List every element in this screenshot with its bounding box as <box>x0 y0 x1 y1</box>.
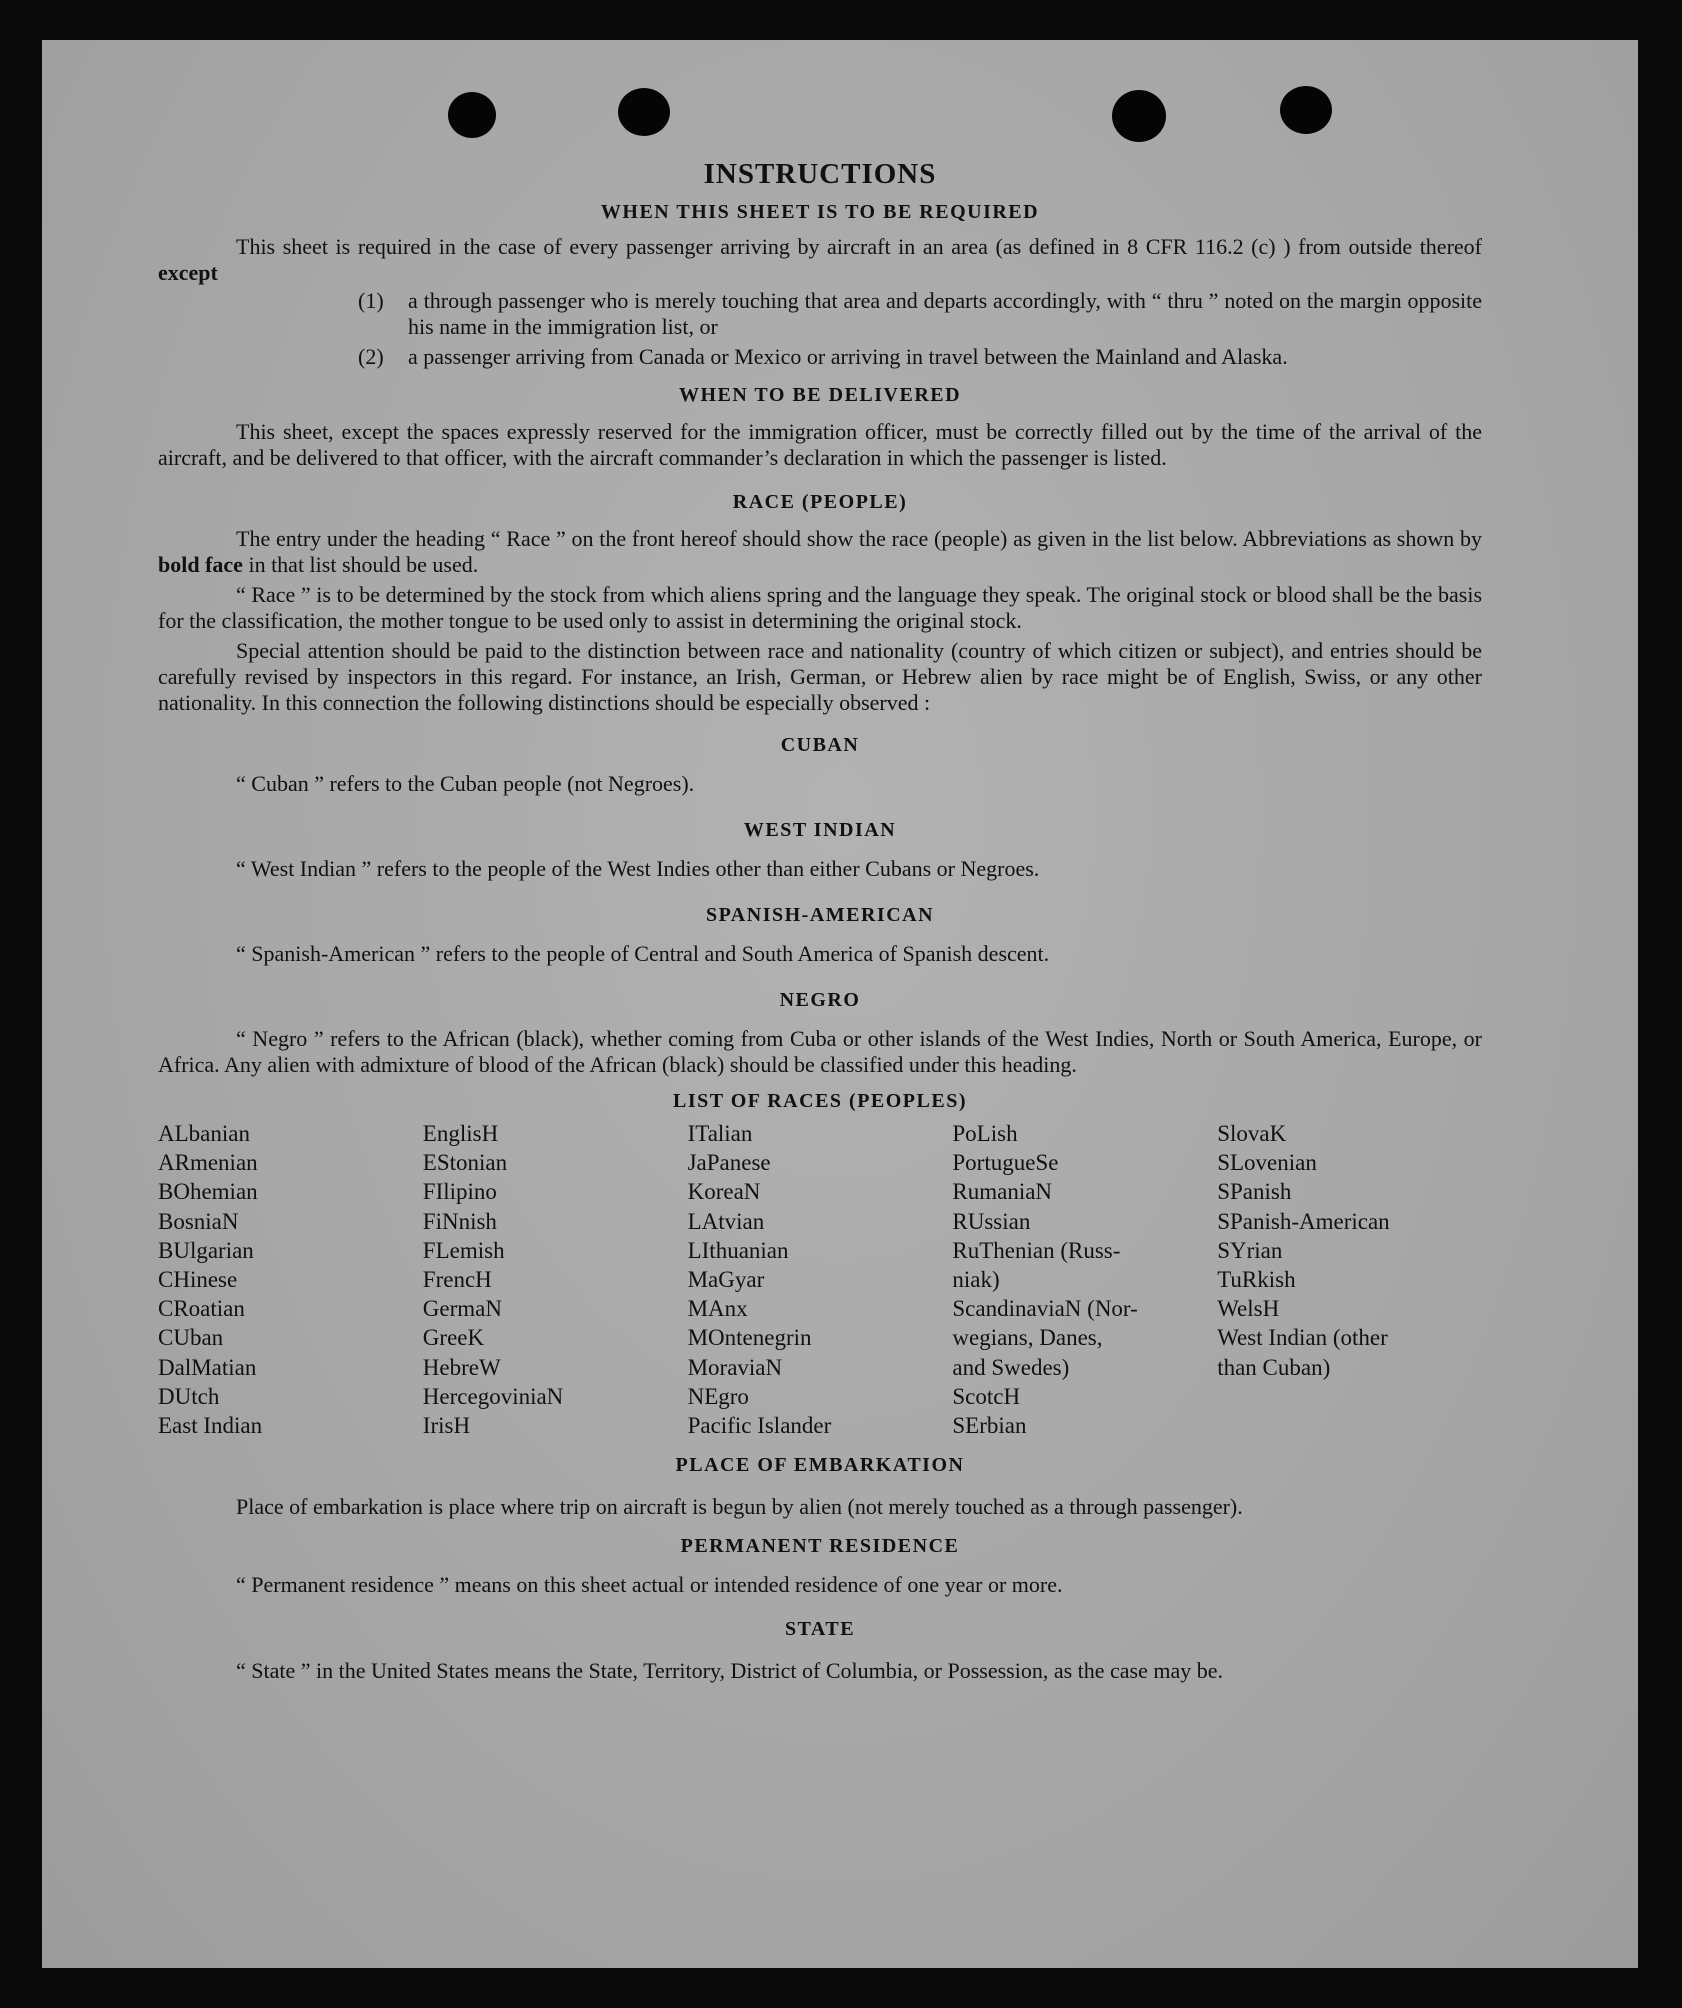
section-heading: WHEN TO BE DELIVERED <box>678 384 962 406</box>
race-entry: EStonian <box>422 1150 508 1176</box>
race-entry: ScotcH <box>952 1383 1021 1409</box>
race-entry: LAtvian <box>687 1208 765 1234</box>
paragraph: “ Race ” is to be determined by the stock from which aliens spring and the language they speak. The original stock or blood shall be the basis for the classification, the mother tongue to be used only to assist in determining the original stock. <box>158 582 1482 633</box>
race-entry: HebreW <box>422 1354 501 1380</box>
race-entry: RUssian <box>952 1208 1031 1234</box>
punch-hole <box>448 92 496 138</box>
paragraph: This sheet, except the spaces expressly reserved for the immigration officer, must be correctly filled out by the time of the arrival of the aircraft, and be delivered to that officer, with the aircraft commander’s declaration in which the passenger is listed. <box>158 419 1482 470</box>
race-entry: FiNnish <box>422 1208 497 1234</box>
race-entry: BosniaN <box>158 1208 239 1234</box>
race-entry: ARmenian <box>158 1150 258 1176</box>
race-entry: WelsH <box>1217 1296 1280 1322</box>
list-item <box>158 288 1482 340</box>
section-heading: NEGRO <box>779 989 861 1011</box>
section-heading: PERMANENT RESIDENCE <box>680 1535 960 1558</box>
page-title: INSTRUCTIONS <box>703 158 937 190</box>
race-entry: RuThenian (Russ- niak) <box>952 1237 1121 1293</box>
item-number: (2) <box>358 344 384 369</box>
race-entry: FLemish <box>422 1237 505 1263</box>
paragraph-text: The entry under the heading “ Race ” on the front hereof should show the race (people) as given in the list below. Abbreviations as shown by <box>236 526 1482 551</box>
paragraph-text: in that list should be used. <box>248 552 479 577</box>
item-number: (1) <box>358 288 384 313</box>
race-column <box>688 1119 953 1440</box>
race-column <box>952 1119 1217 1440</box>
race-list <box>158 1119 1482 1440</box>
race-entry: Pacific Islander <box>687 1413 832 1439</box>
race-entry: FIlipino <box>422 1179 497 1205</box>
race-entry: CRoatian <box>158 1296 245 1322</box>
race-column <box>158 1119 423 1440</box>
race-entry: EnglisH <box>422 1121 499 1146</box>
race-entry: LIthuanian <box>687 1237 789 1263</box>
race-entry: SPanish <box>1217 1179 1292 1205</box>
race-entry: ALbanian <box>158 1121 250 1146</box>
race-entry: KoreaN <box>687 1179 761 1205</box>
punch-hole <box>618 88 670 136</box>
race-entry: West Indian (other than Cuban) <box>1217 1325 1388 1380</box>
race-entry: BUlgarian <box>158 1237 254 1263</box>
item-text: a through passenger who is merely touching that area and departs accordingly, with “ thru ” noted on the margin opposite his name in the immigration list, or <box>408 288 1482 339</box>
paragraph: Special attention should be paid to the distinction between race and nationality (country of which citizen or subject), and entries should be carefully revised by inspectors in this regard. For instance, an Irish, German, or Hebrew alien by race might be of English, Swiss, or any other nationality. In this connection the following distinctions should be especially observed : <box>158 638 1482 715</box>
race-entry: IrisH <box>422 1413 471 1439</box>
race-entry: HercegoviniaN <box>422 1383 564 1409</box>
section-heading: SPANISH-AMERICAN <box>705 904 935 926</box>
race-entry: DalMatian <box>158 1354 257 1380</box>
race-entry: MOntenegrin <box>687 1325 812 1351</box>
race-entry: MaGyar <box>687 1267 765 1293</box>
paragraph-bold-text: bold face <box>158 552 243 577</box>
paragraph: “ State ” in the United States means the State, Territory, District of Columbia, or Possession, as the case may be. <box>236 1658 1224 1684</box>
section-heading: WEST INDIAN <box>743 819 897 841</box>
race-entry: NEgro <box>687 1383 749 1409</box>
race-column <box>1217 1119 1482 1440</box>
race-entry: SYrian <box>1217 1237 1283 1263</box>
race-entry: TuRkish <box>1217 1267 1296 1293</box>
list-item <box>158 344 1482 370</box>
race-entry: SLovenian <box>1217 1150 1317 1176</box>
race-entry: GreeK <box>422 1325 485 1351</box>
race-column <box>423 1119 688 1440</box>
paragraph <box>158 526 1482 578</box>
race-entry: PortugueSe <box>952 1150 1059 1176</box>
race-entry: DUtch <box>158 1383 220 1409</box>
race-entry: CUban <box>158 1325 224 1351</box>
instructions-text <box>158 158 1482 1687</box>
punch-hole <box>1112 90 1166 142</box>
race-entry: FrencH <box>422 1267 492 1293</box>
paragraph: “ Negro ” refers to the African (black), whether coming from Cuba or other islands of the West Indies, North or South America, Europe, or Africa. Any alien with admixture of blood of the African (black) should be classified under this heading. <box>158 1026 1482 1077</box>
paragraph: Place of embarkation is place where trip on aircraft is begun by alien (not merely touched as a through passenger). <box>236 1494 1243 1520</box>
paragraph: “ Permanent residence ” means on this sheet actual or intended residence of one year or more. <box>236 1572 1063 1598</box>
section-heading: RACE (PEOPLE) <box>732 491 908 513</box>
race-entry: RumaniaN <box>952 1179 1053 1205</box>
section-heading: PLACE OF EMBARKATION <box>675 1454 965 1477</box>
punch-hole <box>1280 86 1332 134</box>
race-entry: MAnx <box>687 1296 748 1322</box>
section-heading: CUBAN <box>780 734 860 756</box>
race-entry: PoLish <box>952 1121 1018 1146</box>
race-entry: MoraviaN <box>687 1354 783 1380</box>
paragraph-bold-text: except <box>158 260 218 285</box>
section-heading: WHEN THIS SHEET IS TO BE REQUIRED <box>600 201 1040 223</box>
race-entry: BOhemian <box>158 1179 258 1205</box>
race-entry: SlovaK <box>1217 1121 1287 1146</box>
paragraph: “ Cuban ” refers to the Cuban people (not Negroes). <box>236 771 695 796</box>
race-entry: East Indian <box>158 1413 263 1439</box>
race-entry: CHinese <box>158 1267 238 1293</box>
paragraph-text: This sheet is required in the case of every passenger arriving by aircraft in an area (as defined in 8 CFR 116.2 (c) ) from outside thereof <box>236 234 1482 259</box>
race-entry: GermaN <box>422 1296 502 1322</box>
race-entry: ScandinaviaN (Nor- wegians, Danes, and Swedes) <box>952 1296 1138 1380</box>
section-heading: LIST OF RACES (PEOPLES) <box>672 1090 967 1112</box>
race-entry: SPanish-American <box>1217 1208 1390 1234</box>
race-entry: JaPanese <box>687 1150 771 1176</box>
paragraph: “ West Indian ” refers to the people of the West Indies other than either Cubans or Negroes. <box>236 856 1040 881</box>
paragraph <box>158 234 1482 286</box>
race-entry: SErbian <box>952 1413 1027 1439</box>
section-heading: STATE <box>784 1618 856 1641</box>
paragraph: “ Spanish-American ” refers to the people of Central and South America of Spanish descent. <box>236 941 1050 966</box>
race-entry: ITalian <box>687 1121 753 1146</box>
item-text: a passenger arriving from Canada or Mexico or arriving in travel between the Mainland and Alaska. <box>408 344 1288 369</box>
